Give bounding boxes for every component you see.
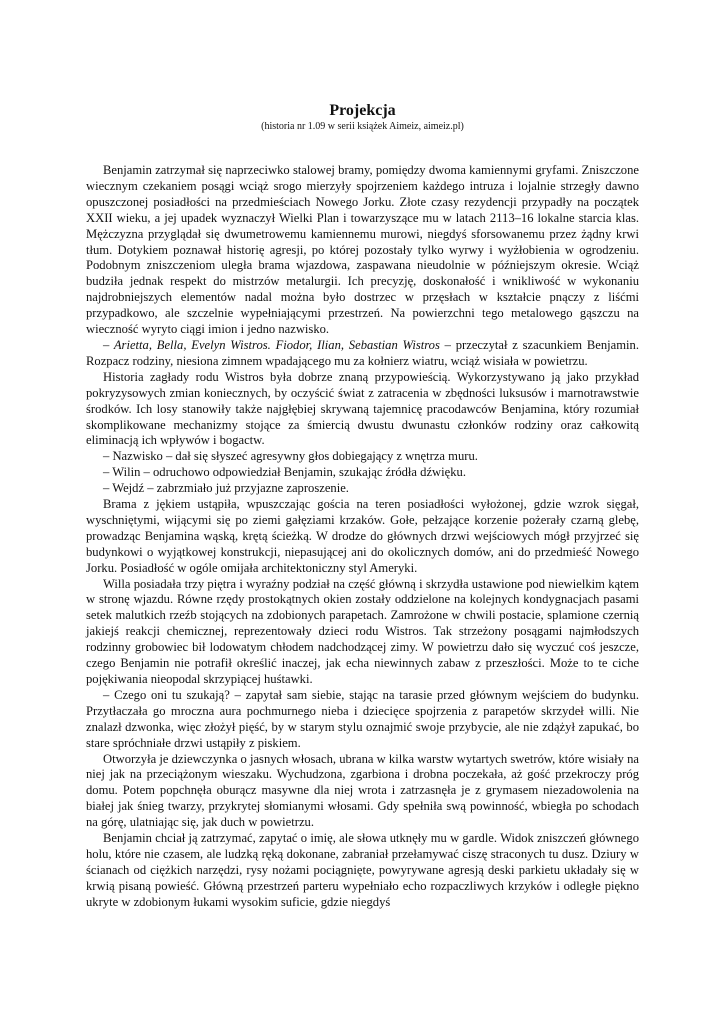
document-page <box>86 102 639 911</box>
dialogue-line: – Nazwisko – dał się słyszeć agresywny głos dobiegający z wnętrza muru. <box>103 449 478 464</box>
paragraph: Brama z jękiem ustąpiła, wpuszczając gościa na teren posiadłości wyłożonej, gdzie wzrok sięgał, wyschniętymi, wijącymi się po ziemi gałęziami krzaków. Gołe, pełzające korzenie pożerały czarną glebę, prowadząc Benjamina wąską, krętą ścieżką. W drodze do głównych drzwi wejściowych mógł przyjrzeć się budynkowi o wyjątkowej konstrukcji, niepasującej ani do okolicznych domów, ani do przedmieść Nowego Jorku. Posiadłość w ogóle omijała architektoniczny styl Ameryki. <box>86 497 639 575</box>
dialogue-line: – Wejdź – zabrzmiało już przyjazne zaproszenie. <box>103 481 349 496</box>
paragraph: – Czego oni tu szukają? – zapytał sam siebie, stając na tarasie przed głównym wejściem do budynku. Przytłaczała go mroczna aura pochmurnego nieba i dziecięce spojrzenia z parapetów skrzydeł willi. Nie znalazł dzwonka, więc złożył pięść, by w starym stylu oznajmić swoje przybycie, ale nie zdążył zapukać, bo stare spróchniałe drzwi ustąpiły z piskiem. <box>86 687 639 750</box>
paragraph: Benjamin zatrzymał się naprzeciwko stalowej bramy, pomiędzy dwoma kamiennymi gryfami. Zniszczone wiecznym czekaniem posągi wciąż srogo mierzyły spojrzeniem każdego intruza i lojalnie strzegły dawno opuszczonej posiadłości na przedmieściach Nowego Jorku. Złote czasy rezydencji przypadły na początek XXII wieku, a jej upadek wyznaczył Wielki Plan i towarzyszące mu w latach 2113–16 lokalne starcia klas. Mężczyzna przyglądał się dwumetrowemu kamiennemu murowi, niegdyś sforsowanemu przez żądny krwi tłum. Dotykiem poznawał historię agresji, po której pozostały tylko wyrwy i wyżłobienia w ogrodzeniu. Podobnym zniszczeniom uległa brama wjazdowa, zaspawana nieudolnie w późniejszym okresie. Wciąż budziła jednak respekt do mistrzów metalurgii. Ich precyzję, doskonałość i wnikliwość w wykonaniu najdrobniejszych elementów nadal można było dostrzec w przęsłach w kształcie pnączy z liśćmi przypadkowo, ale szczelnie wypełniającymi przestrzeń. Na powierzchni tego metalowego gąszczu na wieczność wyryto ciągi imion i jedno nazwisko. <box>86 163 639 337</box>
paragraph: Willa posiadała trzy piętra i wyraźny podział na część główną i skrzydła ustawione pod niewielkim kątem w stronę wjazdu. Równe rzędy prostokątnych okien zostały oddzielone na kolejnych kondygnacjach pasami setek malutkich rzeźb stojących na zdobionych parapetach. Zamrożone w chwili postacie, splamione czernią jakiejś reakcji chemicznej, reprezentowały dzieci rodu Wistros. Tak strzeżony posągami najmłodszych rodzinny grobowiec bił lodowatym chłodem nadchodzącej zimy. W powietrzu dało się wyczuć coś jeszcze, czego Benjamin nie potrafił określić inaczej, jak echa niewinnych zabaw z przeszłości. Może to te ciche pojękiwania nieopodal skrzypiącej huśtawki. <box>86 576 639 686</box>
paragraph <box>86 338 639 370</box>
dialogue-line: – Wilin – odruchowo odpowiedział Benjamin, szukając źródła dźwięku. <box>103 465 466 480</box>
paragraph: Historia zagłady rodu Wistros była dobrze znaną przypowieścią. Wykorzystywano ją jako przykład pokryzysowych zmian koniecznych, by oczyścić świat z zatracenia w zbędności luksusów i marnotrawstwie środków. Ich losy stanowiły także najgłębiej skrywaną tajemnicę pracodawców Benjamina, który rozumiał skomplikowane mechanizmy stojące za śmiercią dwustu dwunastu członków rodziny oraz całkowitą eliminacją ich wpływów i bogactw. <box>86 369 639 448</box>
document-subtitle: (historia nr 1.09 w serii książek Aimeiz, aimeiz.pl) <box>261 121 464 132</box>
document-body <box>86 163 639 911</box>
paragraph: Otworzyła je dziewczynka o jasnych włosach, ubrana w kilka warstw wytartych swetrów, które wisiały na niej jak na przeciążonym wieszaku. Wychudzona, zgarbiona i drobna poczekała, aż gość przekroczy próg domu. Potem popchnęła oburącz masywne dla niej wrota i zatrzasnęła je z grymasem niezadowolenia na białej jak śnieg twarzy, przykrytej słomianymi włosami. Gdy spełniła swą powinność, wbiegła po schodach na górę, ulatniając się, jak duch w powietrzu. <box>86 751 639 830</box>
paragraph: Benjamin chciał ją zatrzymać, zapytać o imię, ale słowa utknęły mu w gardle. Widok zniszczeń głównego holu, które nie czasem, ale ludzką ręką dokonane, zabraniał przełamywać ciszę straconych tu dusz. Dziury w ścianach od ciężkich narzędzi, rysy nożami pociągnięte, powyrywane agresją deski parkietu układały się w krwią pisaną powieść. Główną przestrzeń parteru wypełniało echo rozpaczliwych krzyków i odległe piękno ukryte w zdobionym łukami wysokim suficie, gdzie niegdyś <box>86 831 639 909</box>
paragraph-text: – przeczytał z szacunkiem Benjamin. Rozpacz rodziny, niesiona zimnem wpadającego mu za kołnierz wiatru, wciąż wisiała w powietrzu. <box>86 337 639 368</box>
italic-names: – Arietta, Bella, Evelyn Wistros. Fiodor, Ilian, Sebastian Wistros <box>103 337 440 352</box>
document-title: Projekcja <box>329 102 396 119</box>
